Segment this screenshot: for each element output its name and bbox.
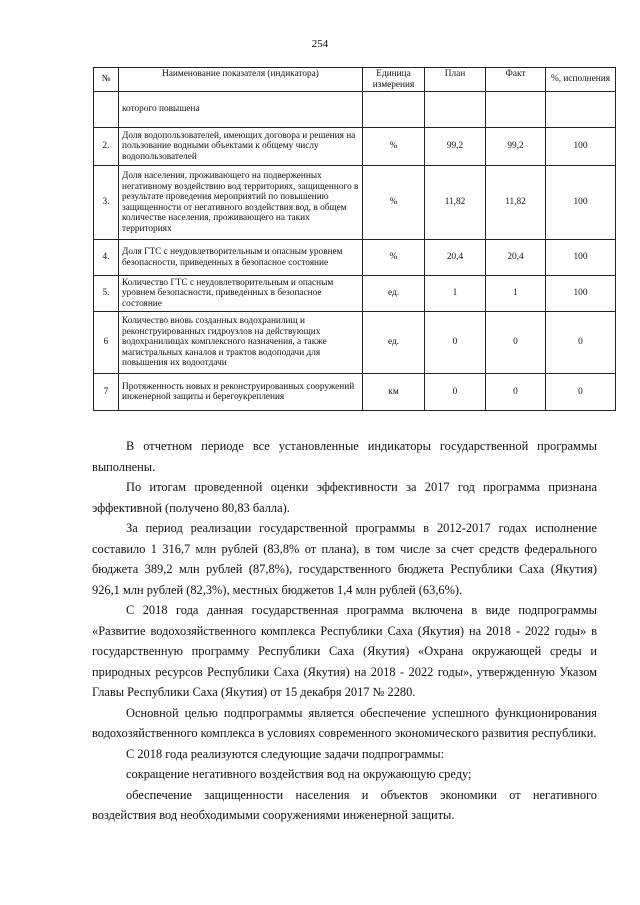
row-fact: 0 xyxy=(486,312,546,374)
row-fact: 99,2 xyxy=(486,128,546,166)
paragraph-task-2: обеспечение защищенности населения и объектов экономики от негативного воздействия вод необходимыми сооружениями инженерной защиты. xyxy=(92,787,597,822)
row-plan: 11,82 xyxy=(425,166,486,240)
row-unit: ед. xyxy=(363,312,425,374)
row-num: 5. xyxy=(94,276,119,312)
row-plan: 0 xyxy=(425,312,486,374)
row-plan: 0 xyxy=(425,374,486,411)
table-row xyxy=(94,92,616,128)
row-num xyxy=(94,92,119,128)
row-fact: 11,82 xyxy=(486,166,546,240)
paragraph-funding: За период реализации государственной программы в 2012-2017 годах исполнение составило 1 316,7 млн рублей (83,8% от плана), в том числе за счет средств федерального бюджета 389,2 млн рублей (87,8%), государственного бюджета Республики Саха (Якутия) 926,1 млн рублей (82,3%), местных бюджетов 1,4 млн рублей (63,6%). xyxy=(92,521,597,597)
paragraph-tasks-intro: С 2018 года реализуются следующие задачи подпрограммы: xyxy=(126,746,445,761)
table-row xyxy=(94,166,616,240)
row-name: Доля водопользователей, имеющих договора и решения на пользование водными объектами к общему числу водопользователей xyxy=(119,128,363,166)
table-row xyxy=(94,312,616,374)
paragraph-subprogram-inclusion: С 2018 года данная государственная программа включена в виде подпрограммы «Развитие водохозяйственного комплекса Республики Саха (Якутия) на 2018 - 2022 годы» в государственную программу Республики Саха (Якутия) «Охрана окружающей среды и природных ресурсов Республики Саха (Якутия) на 2018 - 2022 годы», утвержденную Указом Главы Республики Саха (Якутия) от 15 декабря 2017 № 2280. xyxy=(92,603,597,699)
row-plan: 1 xyxy=(425,276,486,312)
row-unit: % xyxy=(363,128,425,166)
row-name: Доля населения, проживающего на подверженных негативному воздействию вод территориях, защищенного в результате проведения мероприятий по повышению защищенности от негативного воздействия вод, в общем количестве населения, проживающего на таких территориях xyxy=(119,166,363,240)
row-percent: 100 xyxy=(546,240,616,276)
paragraph-indicators-fulfilled: В отчетном периоде все установленные индикаторы государственной программы выполнены. xyxy=(92,439,597,474)
row-plan: 20,4 xyxy=(425,240,486,276)
row-name: Доля ГТС с неудовлетворительным и опасным уровнем безопасности, приведенных в безопасное состояние xyxy=(119,240,363,276)
page-number: 254 xyxy=(311,38,329,50)
indicators-table xyxy=(93,67,616,411)
row-num: 7 xyxy=(94,374,119,411)
header-num: № xyxy=(94,68,119,92)
row-name: Количество ГТС с неудовлетворительным и опасным уровнем безопасности, приведенных в безопасное состояние xyxy=(119,276,363,312)
row-fact: 20,4 xyxy=(486,240,546,276)
row-unit: % xyxy=(363,166,425,240)
row-percent: 0 xyxy=(546,312,616,374)
paragraph-main-goal: Основной целью подпрограммы является обеспечение успешного функционирования водохозяйственного комплекса в условиях современного экономического развития республики. xyxy=(92,705,597,740)
row-percent: 100 xyxy=(546,128,616,166)
row-percent: 100 xyxy=(546,166,616,240)
row-percent: 0 xyxy=(546,374,616,411)
row-name: Протяженность новых и реконструированных сооружений инженерной защиты и берегоукрепления xyxy=(119,374,363,411)
row-fact xyxy=(486,92,546,128)
row-percent: 100 xyxy=(546,276,616,312)
header-name: Наименование показателя (индикатора) xyxy=(119,68,363,92)
row-percent xyxy=(546,92,616,128)
row-fact: 0 xyxy=(486,374,546,411)
row-unit: ед. xyxy=(363,276,425,312)
header-percent: %, исполнения xyxy=(546,68,616,92)
paragraph-efficiency-assessment: По итогам проведенной оценки эффективности за 2017 год программа признана эффективной (получено 80,83 балла). xyxy=(92,480,597,515)
table-row xyxy=(94,128,616,166)
row-name: Количество вновь созданных водохранилищ и реконструированных гидроузлов на действующих водохранилищах комплексного назначения, а также магистральных каналов и трактов водоподачи для повышения их водоотдачи xyxy=(119,312,363,374)
row-num: 2. xyxy=(94,128,119,166)
row-unit: км xyxy=(363,374,425,411)
header-unit: Единица измерения xyxy=(363,68,425,92)
row-num: 4. xyxy=(94,240,119,276)
header-fact: Факт xyxy=(486,68,546,92)
row-plan xyxy=(425,92,486,128)
row-unit xyxy=(363,92,425,128)
row-fact: 1 xyxy=(486,276,546,312)
paragraph-task-1: сокращение негативного воздействия вод на окружающую среду; xyxy=(126,767,472,781)
table-row xyxy=(94,276,616,312)
row-num: 3. xyxy=(94,166,119,240)
row-name: которого повышена xyxy=(119,92,363,128)
body-text xyxy=(92,436,597,826)
row-unit: % xyxy=(363,240,425,276)
table-row xyxy=(94,374,616,411)
header-plan: План xyxy=(425,68,486,92)
table-row xyxy=(94,240,616,276)
table-header-row xyxy=(94,68,616,92)
row-plan: 99,2 xyxy=(425,128,486,166)
row-num: 6 xyxy=(94,312,119,374)
